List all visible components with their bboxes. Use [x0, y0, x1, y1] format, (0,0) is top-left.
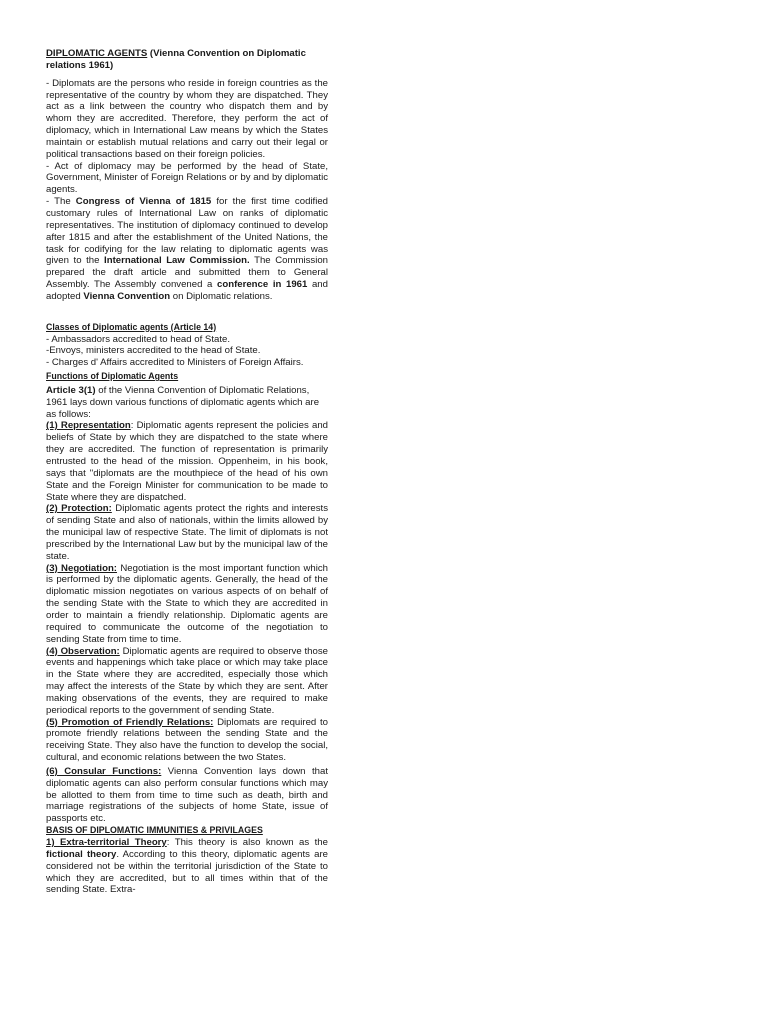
functions-heading: Functions of Diplomatic Agents — [46, 371, 179, 382]
basis-extra-territorial — [46, 837, 328, 896]
function-observation — [46, 646, 328, 717]
classes-heading: Classes of Diplomatic agents (Article 14) — [46, 321, 217, 332]
bold-text: Vienna Convention — [83, 290, 171, 302]
title-heading: DIPLOMATIC AGENTS — [46, 48, 148, 59]
text-run: Diplomats are required to promote friendly relations between the sending State and the receiving State. They also have the function to develop the social, cultural, and economic relations between the two States. — [46, 716, 328, 764]
document-page — [46, 48, 328, 896]
text-run: Diplomatic agents protect the rights and interests of sending State and also of nationals, within the limits allowed by the municipal law of respective State. The limit of diplomats is not prescribed by the International Law but by the municipal law of the state. — [46, 503, 329, 562]
bold-text: conference in 1961 — [217, 279, 308, 291]
bold-text: International Law Commission. — [104, 255, 250, 267]
title-subtitle: (Vienna Convention on Diplomatic relations 1961) — [46, 48, 306, 71]
classes-item-3: - Charges d' Affairs accredited to Ministers of Foreign Affairs. — [46, 357, 304, 369]
intro-paragraph-1: - Diplomats are the persons who reside in foreign countries as the representative of the country by whom they are dispatched. They act as a link between the country who dispatch them and by whom they are accredited. Therefore, they perform the act of diplomacy, which in International Law means by which the States maintain or establish mutual relations and carry out their legal or political transactions based on their foreign policies. — [46, 77, 328, 160]
bold-text: fictional theory — [46, 848, 117, 860]
text-run: Diplomatic agents are required to observe those events and happenings which take place or which may take place in the State where they are accredited, especially those which may affect the interests of the State by which they are sent. After making observations of the events, they are required to make periodical reports to the government of sending State. — [46, 645, 328, 716]
function-label: (2) Protection: — [46, 503, 112, 515]
text-run: and adopted — [46, 279, 328, 302]
basis-heading: BASIS OF DIPLOMATIC IMMUNITIES & PRIVILAGES — [46, 825, 263, 836]
text-run: Vienna Convention lays down that diplomatic agents can also perform consular functions which may be allotted to them from time to time such as death, birth and marriage registrations of the subjects of home State, issue of passports etc. — [46, 765, 328, 825]
function-friendly-relations — [46, 717, 328, 764]
function-consular — [46, 766, 328, 825]
function-label: (3) Negotiation: — [46, 562, 118, 574]
text-run: The Commission prepared the draft article and submitted them to General Assembly. The Assembly convened a — [46, 255, 328, 291]
classes-item-1: - Ambassadors accredited to head of State. — [46, 333, 230, 345]
text-run: of the Vienna Convention of Diplomatic Relations, 1961 lays down various functions of diplomatic agents which are as follows: — [46, 384, 320, 420]
text-run: . According to this theory, diplomatic agents are considered not be within the territorial jurisdiction of the State to which they are accredited, but to all times within that of the sending State. Extra- — [46, 848, 328, 896]
text-run: for the first time codified customary rules of International Law on ranks of diplomatic representatives. The institution of diplomacy continued to develop after 1815 and after the establishment of the United Nations, the task for codifying for the law relating to diplomatic agents was given to the — [46, 196, 328, 267]
text-run: on Diplomatic relations. — [170, 290, 273, 302]
theory-label: 1) Extra-territorial Theory — [46, 837, 167, 848]
function-negotiation — [46, 563, 328, 646]
function-protection — [46, 503, 328, 562]
intro-paragraph-3 — [46, 196, 328, 303]
functions-article-paragraph — [46, 385, 328, 421]
classes-item-2: -Envoys, ministers accredited to the head of State. — [46, 345, 261, 357]
text-run: : This theory is also known as the — [166, 837, 328, 848]
function-label: (1) Representation — [46, 420, 131, 432]
function-label: (4) Observation: — [46, 645, 120, 657]
text-run: : Diplomatic agents represent the policies and beliefs of State by which they are dispatched to the state where they are accredited. The function of representation is primarily entrusted to the head of the mission. Oppenheim, in his book, says that "diplomats are the mouthpiece of the head of his own State and the Foreign Minister for communication to be made to State where they are dispatched. — [46, 420, 328, 503]
bold-text: Congress of Vienna of 1815 — [75, 196, 212, 208]
intro-paragraph-2: - Act of diplomacy may be performed by the head of State, Government, Minister of Foreign Relations or by and by diplomatic agents. — [46, 160, 328, 196]
function-representation — [46, 420, 328, 503]
function-label: (6) Consular Functions: — [46, 765, 162, 777]
function-label: (5) Promotion of Friendly Relations: — [46, 716, 214, 728]
text-run: Negotiation is the most important function which is performed by the diplomatic agents. Generally, the head of the diplomatic mission negotiates on various aspects of on behalf of the sending State with the State to which they are accredited in order to maintain a friendly relationship. Diplomatic agents are required to communicate the outcome of the negotiation to sending State from time to time. — [46, 562, 328, 645]
bold-text: Article 3(1) — [46, 384, 96, 396]
document-title — [46, 48, 328, 72]
text-run: - The — [46, 196, 76, 208]
